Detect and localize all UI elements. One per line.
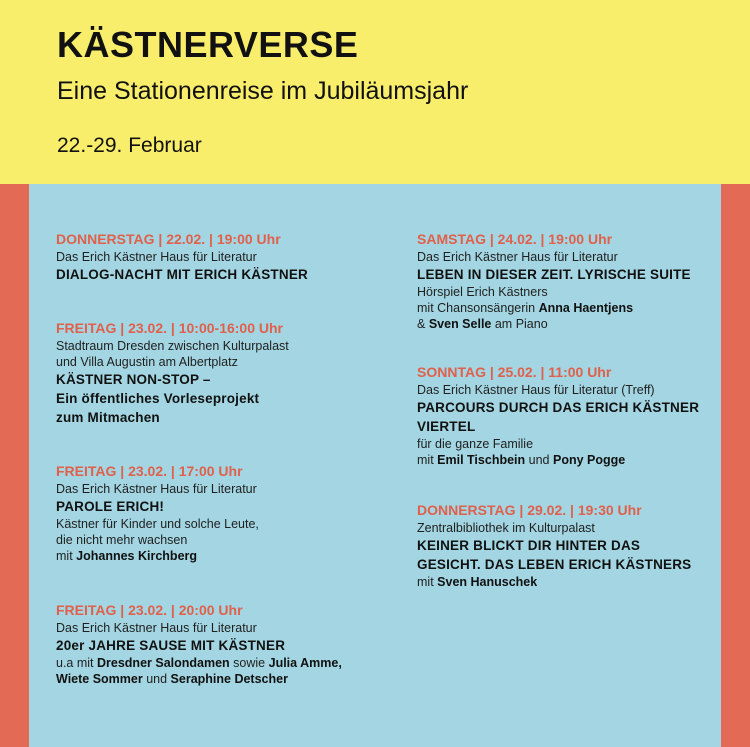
event-venue: Stadtraum Dresden zwischen Kulturpalast [56,339,289,353]
performer-conjunction: und [146,672,168,686]
event-title: zum Mitmachen [56,410,160,425]
performer-name: Dresdner Salondamen [97,656,230,670]
event-title: KEINER BLICKT DIR HINTER DAS [417,538,641,553]
left-accent-band [0,184,29,747]
event-performers [417,452,717,468]
event-title: GESICHT. DAS LEBEN ERICH KÄSTNERS [417,557,692,572]
performer-prefix: mit [417,453,434,467]
event-title: PARCOURS DURCH DAS ERICH KÄSTNER [417,400,700,415]
event-venue: Das Erich Kästner Haus für Literatur [56,250,257,264]
event-datetime: FREITAG | 23.02. | 20:00 Uhr [56,602,243,618]
performer-prefix: mit [56,549,73,563]
event-title: LEBEN IN DIESER ZEIT. LYRISCHE SUITE [417,267,691,282]
event-venue: Das Erich Kästner Haus für Literatur (Treff) [417,383,655,397]
event-kaestner-non-stop [56,319,366,427]
performer-name: Johannes Kirchberg [76,549,198,563]
event-description: Kästner für Kinder und solche Leute, [56,517,259,531]
event-title: VIERTEL [417,419,476,434]
event-datetime: FREITAG | 23.02. | 17:00 Uhr [56,463,243,479]
event-performers [56,655,386,671]
date-range: 22.-29. Februar [57,134,202,157]
event-description: Hörspiel Erich Kästners [417,285,548,299]
performer-name: Emil Tischbein [437,453,526,467]
event-venue: Zentralbibliothek im Kulturpalast [417,521,595,535]
event-datetime: DONNERSTAG | 22.02. | 19:00 Uhr [56,231,281,247]
performer-prefix: mit [417,575,434,589]
event-performers [56,548,366,564]
event-datetime: FREITAG | 23.02. | 10:00-16:00 Uhr [56,320,283,336]
program-panel [29,184,721,747]
event-title: PAROLE ERICH! [56,499,165,514]
event-datetime: SONNTAG | 25.02. | 11:00 Uhr [417,364,612,380]
event-parcours [417,363,717,468]
performer-conjunction: sowie [233,656,266,670]
performer-name: Sven Hanuschek [437,575,538,589]
right-accent-band [721,184,750,747]
performer-name: Julia Amme, [268,656,342,670]
event-datetime: SAMSTAG | 24.02. | 19:00 Uhr [417,231,613,247]
event-venue: Das Erich Kästner Haus für Literatur [56,482,257,496]
performer-role: am Piano [494,317,548,331]
event-performers [417,574,717,590]
event-performers [417,316,717,332]
event-datetime: DONNERSTAG | 29.02. | 19:30 Uhr [417,502,642,518]
event-venue: Das Erich Kästner Haus für Literatur [417,250,618,264]
event-performers [417,300,717,316]
performer-name: Seraphine Detscher [170,672,288,686]
event-venue: und Villa Augustin am Albertplatz [56,355,238,369]
event-performers [56,671,386,687]
performer-conjunction: und [528,453,550,467]
event-20er-jahre-sause [56,601,386,687]
event-title: DIALOG-NACHT MIT ERICH KÄSTNER [56,267,308,282]
header-banner [0,0,750,184]
event-description: die nicht mehr wachsen [56,533,188,547]
performer-name: Wiete Sommer [56,672,143,686]
event-title: KÄSTNER NON-STOP – [56,372,211,387]
event-dialog-nacht [56,230,366,284]
event-description: für die ganze Familie [417,437,534,451]
event-venue: Das Erich Kästner Haus für Literatur [56,621,257,635]
event-leben-in-dieser-zeit [417,230,717,332]
event-title: Ein öffentliches Vorleseprojekt [56,391,260,406]
event-title: 20er JAHRE SAUSE MIT KÄSTNER [56,638,286,653]
performer-name: Pony Pogge [552,453,626,467]
performer-prefix: mit Chansonsängerin [417,301,536,315]
performer-name: Sven Selle [428,317,492,331]
performer-name: Anna Haentjens [538,301,634,315]
performer-conjunction: & [417,317,426,331]
event-keiner-blickt [417,501,717,590]
page-title: KÄSTNERVERSE [57,24,359,65]
page-subtitle: Eine Stationenreise im Jubiläumsjahr [57,77,469,105]
performer-prefix: u.a mit [56,656,94,670]
event-parole-erich [56,462,366,564]
